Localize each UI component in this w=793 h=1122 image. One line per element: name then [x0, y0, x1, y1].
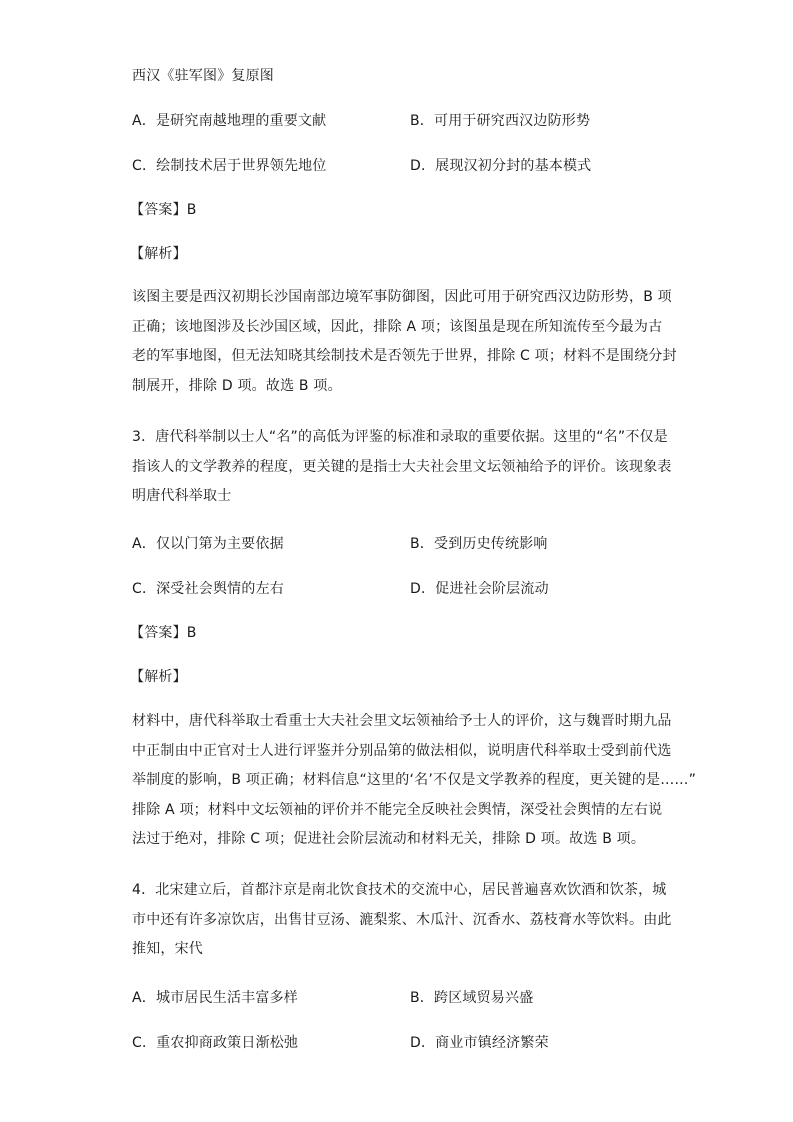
q3-stem	[132, 423, 672, 512]
q4-option-b: B．跨区域贸易兴盛	[410, 990, 534, 1006]
q4-stem-line: 推知，宋代	[132, 941, 203, 958]
q2-option-a: A．是研究南越地理的重要文献	[132, 113, 327, 129]
q2-analysis-line: 正确；该地图涉及长沙国区域，因此，排除 A 项；该图虽是现在所知流传至今最为古	[132, 318, 663, 335]
q3-option-c: C．深受社会舆情的左右	[132, 581, 284, 597]
q2-analysis-line: 制展开，排除 D 项。故选 B 项。	[132, 377, 342, 394]
q3-analysis-line: 中正制由中正官对士人进行评鉴并分别品第的做法相似，说明唐代科举取士受到前代选	[132, 742, 672, 759]
q3-stem-line: 指该人的文学教养的程度，更关键的是指士大夫社会里文坛领袖给予的评价。该现象表	[132, 458, 672, 475]
q3-analysis-line: 材料中，唐代科举取士看重士大夫社会里文坛领袖给予士人的评价，这与魏晋时期九品	[132, 713, 672, 729]
q3-analysis-text	[132, 707, 697, 855]
q3-analysis-label: 【解析】	[130, 669, 187, 685]
q3-answer: 【答案】B	[130, 625, 197, 641]
q4-stem-line: 市中还有许多凉饮店，出售甘豆汤、漉梨浆、木瓜汁、沉香水、荔枝膏水等饮料。由此	[132, 911, 672, 928]
q2-option-c: C．绘制技术居于世界领先地位	[132, 158, 327, 174]
q2-analysis-text	[132, 283, 677, 401]
q3-option-a: A．仅以门第为主要依据	[132, 536, 284, 552]
q2-option-b: B．可用于研究西汉边防形势	[410, 113, 591, 129]
q2-option-d: D．展现汉初分封的基本模式	[410, 158, 592, 174]
q3-stem-line: 3．唐代科举制以士人“名”的高低为评鉴的标准和录取的重要依据。这里的“名”不仅是	[132, 429, 668, 445]
figure-caption: 西汉《驻军图》复原图	[132, 68, 274, 84]
q4-option-c: C．重农抑商政策日渐松弛	[132, 1035, 299, 1051]
q3-analysis-line: 法过于绝对，排除 C 项；促进社会阶层流动和材料无关，排除 D 项。故选 B 项。	[132, 831, 646, 848]
q4-option-d: D．商业市镇经济繁荣	[410, 1035, 549, 1051]
q3-option-d: D．促进社会阶层流动	[410, 581, 549, 597]
q3-option-b: B．受到历史传统影响	[410, 536, 548, 552]
q2-answer: 【答案】B	[130, 202, 197, 218]
q3-analysis-line: 举制度的影响，B 项正确；材料信息“这里的‘名’不仅是文学教养的程度，更关键的是……”	[132, 772, 697, 789]
q4-option-a: A．城市居民生活丰富多样	[132, 990, 298, 1006]
q2-analysis-line: 该图主要是西汉初期长沙国南部边境军事防御图，因此可用于研究西汉边防形势，B 项	[132, 289, 672, 305]
q3-stem-line: 明唐代科举取士	[132, 488, 232, 505]
q4-stem-line: 4．北宋建立后，首都汴京是南北饮食技术的交流中心，居民普遍喜欢饮酒和饮茶，城	[132, 882, 667, 898]
q3-analysis-line: 排除 A 项；材料中文坛领袖的评价并不能完全反映社会舆情，深受社会舆情的左右说	[132, 801, 663, 818]
q2-analysis-line: 老的军事地图，但无法知晓其绘制技术是否领先于世界，排除 C 项；材料不是围绕分封	[132, 348, 677, 365]
q4-stem	[132, 876, 672, 965]
q2-analysis-label: 【解析】	[130, 246, 187, 262]
